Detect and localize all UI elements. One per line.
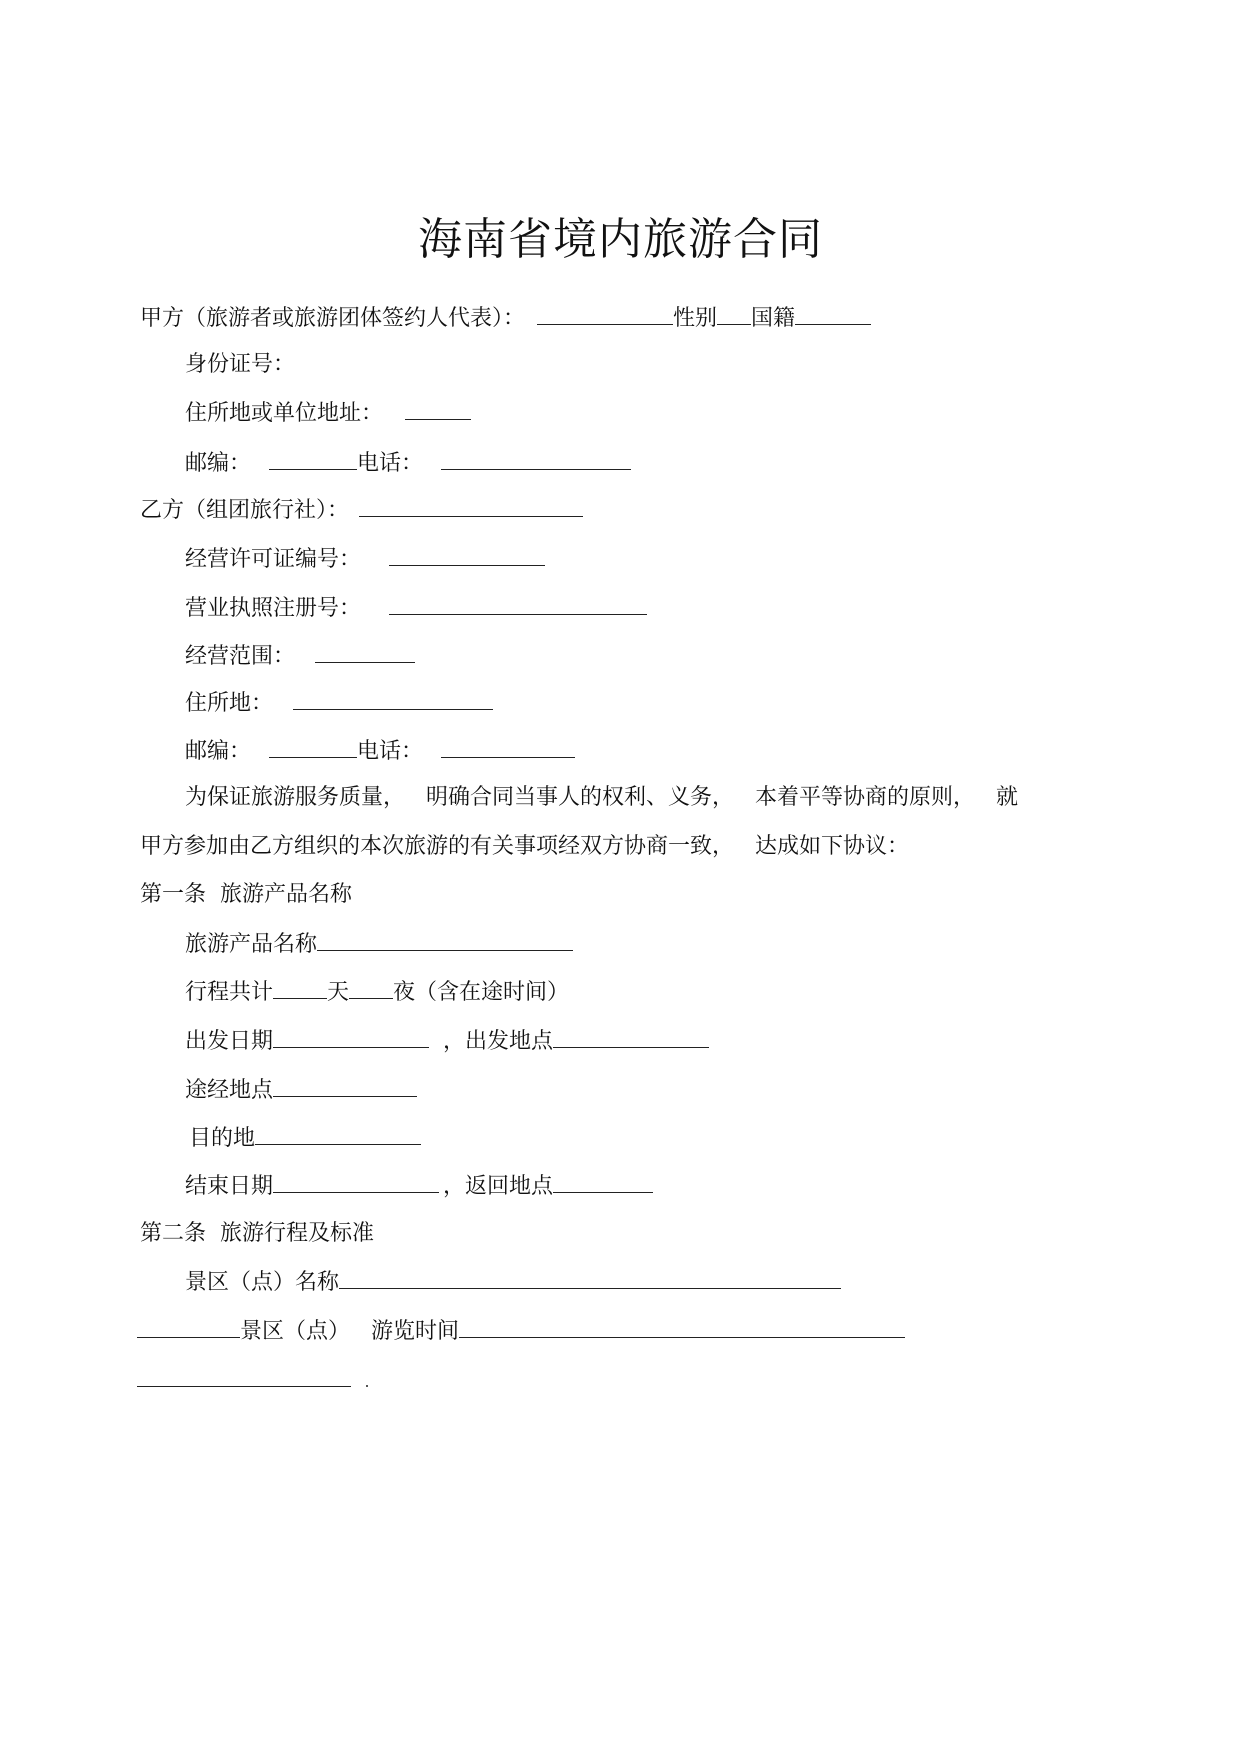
scope-label: 经营范围： (185, 644, 296, 669)
party-a-label: 甲方（旅游者或旅游团体签约人代表）： (140, 306, 526, 331)
departure-place-blank (553, 1027, 709, 1048)
article-1-heading: 第一条 旅游产品名称 (140, 882, 352, 907)
via-label: 途经地点 (185, 1078, 274, 1103)
departure-date-label: 出发日期 (185, 1029, 274, 1054)
party-a-postcode-blank (269, 449, 357, 470)
product-name-label: 旅游产品名称 (185, 932, 318, 957)
party-a-contact-line (185, 449, 631, 478)
gender-blank (717, 304, 751, 325)
scenic-time-label: 景区（点） 游览时间 (240, 1319, 459, 1344)
party-b-name-blank (359, 496, 583, 517)
nationality-blank (795, 304, 871, 325)
license-label: 经营许可证编号： (185, 547, 362, 572)
return-place-label: ，返回地点 (443, 1174, 554, 1199)
scenic-name-label: 景区（点）名称 (185, 1270, 340, 1295)
scenic-name-line (185, 1268, 841, 1297)
return-place-blank (553, 1172, 653, 1193)
party-a-address-blank (405, 399, 471, 420)
continuation-blank (137, 1386, 351, 1387)
party-b-address-blank (293, 689, 493, 710)
business-reg-line (185, 594, 647, 623)
scenic-time-leading-blank (137, 1317, 240, 1338)
party-b-postcode-blank (269, 737, 357, 758)
trailing-dot (366, 1385, 368, 1387)
days-label: 天 (327, 980, 350, 1005)
departure-place-label: ，出发地点 (443, 1029, 554, 1054)
party-b-phone-label: 电话： (357, 739, 424, 764)
end-date-blank (273, 1172, 439, 1193)
nationality-label: 国籍 (751, 306, 796, 331)
business-reg-label: 营业执照注册号： (185, 596, 362, 621)
party-b-label: 乙方（组团旅行社）： (140, 498, 350, 523)
scenic-name-blank (339, 1268, 841, 1289)
party-a-address-line (185, 399, 471, 428)
party-a-line (140, 304, 871, 333)
id-number-line (185, 351, 295, 379)
scenic-time-line (137, 1317, 905, 1346)
nights-label: 夜（含在途时间） (393, 980, 570, 1005)
scope-blank (315, 642, 415, 663)
scope-line (185, 642, 415, 671)
party-b-postcode-label: 邮编： (185, 739, 252, 764)
itinerary-line (185, 978, 569, 1007)
destination-blank (255, 1124, 421, 1145)
party-b-address-line (185, 689, 493, 718)
departure-line (185, 1027, 709, 1056)
license-blank (389, 545, 545, 566)
itinerary-prefix: 行程共计 (185, 980, 274, 1005)
business-reg-blank (389, 594, 647, 615)
party-a-address-label: 住所地或单位地址： (185, 401, 384, 426)
preamble-line-1: 为保证旅游服务质量， 明确合同当事人的权利、义务， 本着平等协商的原则， 就 (185, 785, 1018, 810)
destination-label: 目的地 (189, 1126, 256, 1151)
scenic-time-blank (459, 1317, 905, 1338)
id-number-label: 身份证号： (185, 352, 296, 377)
party-b-address-label: 住所地： (185, 691, 274, 716)
party-b-line (140, 496, 583, 525)
product-name-blank (317, 930, 573, 951)
article-2-heading: 第二条 旅游行程及标准 (140, 1221, 374, 1246)
via-line (185, 1076, 417, 1105)
party-a-postcode-label: 邮编： (185, 451, 252, 476)
license-line (185, 545, 545, 574)
gender-label: 性别 (673, 306, 718, 331)
document-title: 海南省境内旅游合同 (418, 214, 823, 265)
end-date-label: 结束日期 (185, 1174, 274, 1199)
party-a-phone-label: 电话： (357, 451, 424, 476)
party-a-name-blank (537, 304, 673, 325)
product-name-line (185, 930, 573, 959)
party-a-phone-blank (441, 449, 631, 470)
end-line (185, 1172, 653, 1201)
preamble-line-2: 甲方参加由乙方组织的本次旅游的有关事项经双方协商一致， 达成如下协议： (140, 834, 909, 859)
via-blank (273, 1076, 417, 1097)
days-blank (273, 978, 327, 999)
nights-blank (349, 978, 393, 999)
party-b-contact-line (185, 737, 575, 766)
party-b-phone-blank (441, 737, 575, 758)
destination-line (189, 1124, 421, 1153)
departure-date-blank (273, 1027, 429, 1048)
